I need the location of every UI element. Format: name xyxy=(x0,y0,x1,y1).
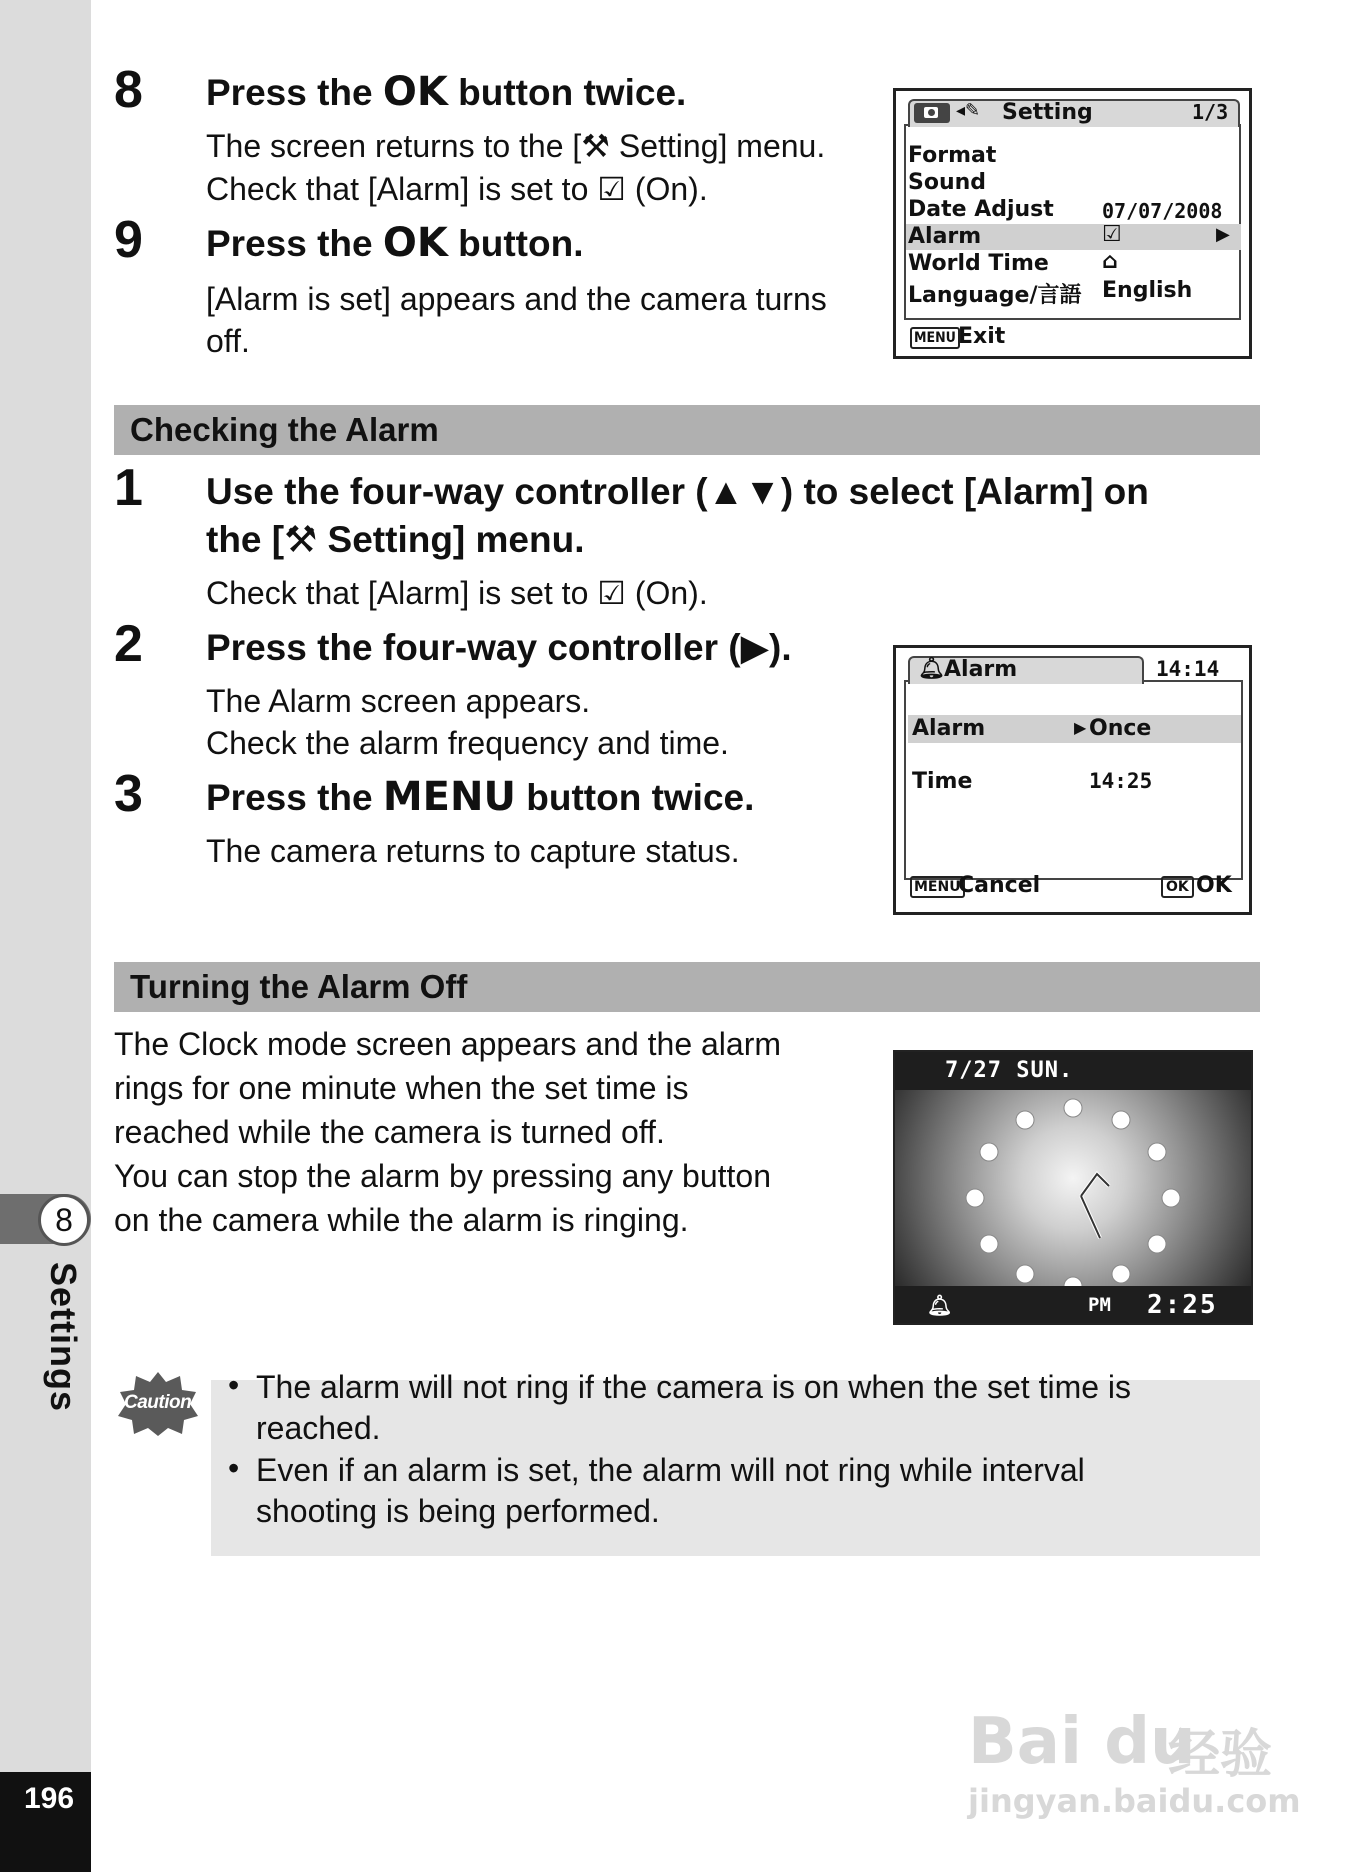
ok-key-icon: OK xyxy=(1161,876,1194,898)
step-body-line: The camera returns to capture status. xyxy=(206,833,740,869)
alarm-tab-label: Alarm xyxy=(944,657,1018,682)
current-time: 14:14 xyxy=(1156,657,1220,681)
watermark-url: jingyan.baidu.com xyxy=(968,1782,1301,1820)
cancel-label: Cancel xyxy=(958,873,1041,898)
step-title: Press the OK button twice. xyxy=(206,69,687,115)
arrow-right-icon: ▶ xyxy=(1216,224,1230,245)
step-title: Press the OK button. xyxy=(206,220,584,266)
paragraph-line: reached while the camera is turned off. xyxy=(114,1114,665,1150)
setting-page-indicator: 1/3 xyxy=(1192,100,1229,124)
ok-label: OK xyxy=(1196,873,1232,898)
menu-row-language: Language/言語 xyxy=(908,283,1082,308)
watermark-cjk: 经验 xyxy=(1168,1725,1273,1785)
clock-markers xyxy=(895,1090,1251,1286)
page-number: 196 xyxy=(24,1782,75,1815)
step-title: Press the four-way controller (▶). xyxy=(206,627,792,668)
caution-item-line: Even if an alarm is set, the alarm will not ring while interval xyxy=(256,1452,1085,1488)
watermark-brand: Bai du xyxy=(968,1705,1196,1779)
camera-tab-icon xyxy=(914,103,950,123)
caution-badge xyxy=(116,1370,200,1438)
menu-row-world-time: World Time xyxy=(908,251,1049,276)
step-body-line: off. xyxy=(206,323,250,359)
step-number: 2 xyxy=(114,615,143,673)
menu-key-icon: MENU xyxy=(910,876,965,898)
alarm-screen xyxy=(893,645,1252,915)
caution-badge-label: Caution xyxy=(124,1392,192,1413)
caution-item-line: reached. xyxy=(256,1410,381,1446)
step-number: 9 xyxy=(114,211,143,269)
alarm-frequency-label: Alarm xyxy=(912,716,986,741)
wrench-tab-icon: ◂✎ xyxy=(956,100,981,121)
arrow-right-icon: ▶ xyxy=(1074,718,1087,737)
clock-date: 7/27 SUN. xyxy=(945,1058,1074,1083)
menu-row-format: Format xyxy=(908,143,997,168)
step-body-line: Check that [Alarm] is set to ☑ (On). xyxy=(206,575,708,611)
step-title-line: the [⚒ Setting] menu. xyxy=(206,519,585,560)
step-title: Press the MENU button twice. xyxy=(206,774,755,820)
menu-row-date-adjust: Date Adjust xyxy=(908,197,1054,222)
step-number: 8 xyxy=(114,61,143,119)
step-body-line: Check that [Alarm] is set to ☑ (On). xyxy=(206,171,708,207)
home-icon: ⌂ xyxy=(1102,249,1118,274)
alarm-frequency-value: Once xyxy=(1089,716,1152,741)
menu-key-glyph: MENU xyxy=(382,774,516,820)
step-body-line: The Alarm screen appears. xyxy=(206,683,591,719)
clock-time: 2:25 xyxy=(1147,1290,1218,1320)
exit-label: Exit xyxy=(958,324,1006,349)
ok-key-glyph: OK xyxy=(382,220,448,266)
section-header-checking: Checking the Alarm xyxy=(114,405,1260,455)
menu-key-icon: MENU xyxy=(910,327,960,349)
ok-key-glyph: OK xyxy=(382,69,448,115)
menu-row-sound: Sound xyxy=(908,170,987,195)
step-body-line: The screen returns to the [⚒ Setting] menu. xyxy=(206,128,826,164)
chapter-number: 8 xyxy=(38,1194,90,1246)
paragraph-line: rings for one minute when the set time is xyxy=(114,1070,689,1106)
language-value: English xyxy=(1102,278,1193,303)
step-number: 3 xyxy=(114,765,143,823)
step-title-line: Use the four-way controller (▲▼) to select [Alarm] on xyxy=(206,471,1149,512)
chapter-label: Settings xyxy=(43,1262,84,1413)
bell-icon: 🔔︎ xyxy=(918,656,945,680)
alarm-checkbox-icon: ☑ xyxy=(1102,222,1122,247)
date-adjust-value: 07/07/2008 xyxy=(1102,199,1223,223)
menu-row-alarm: Alarm xyxy=(908,224,982,249)
chapter-sidebar xyxy=(0,0,91,1872)
bullet: • xyxy=(228,1367,240,1403)
clock-mode-screen xyxy=(893,1050,1253,1325)
step-number: 1 xyxy=(114,459,143,517)
caution-item-line: shooting is being performed. xyxy=(256,1493,660,1529)
setting-menu-screen xyxy=(893,88,1252,359)
paragraph-line: You can stop the alarm by pressing any button xyxy=(114,1158,772,1194)
clock-ampm: PM xyxy=(1088,1294,1111,1316)
caution-item-line: The alarm will not ring if the camera is on when the set time is xyxy=(256,1369,1132,1405)
alarm-time-label: Time xyxy=(912,769,973,794)
alarm-bell-icon: 🔔︎ xyxy=(927,1293,953,1317)
paragraph-line: The Clock mode screen appears and the alarm xyxy=(114,1026,782,1062)
alarm-time-value: 14:25 xyxy=(1089,769,1153,793)
step-body-line: [Alarm is set] appears and the camera turns xyxy=(206,281,827,317)
paragraph-line: on the camera while the alarm is ringing. xyxy=(114,1202,689,1238)
step-body-line: Check the alarm frequency and time. xyxy=(206,725,729,761)
section-header-alarm-off: Turning the Alarm Off xyxy=(114,962,1260,1012)
setting-tab-label: Setting xyxy=(1002,100,1093,125)
bullet: • xyxy=(228,1450,240,1486)
